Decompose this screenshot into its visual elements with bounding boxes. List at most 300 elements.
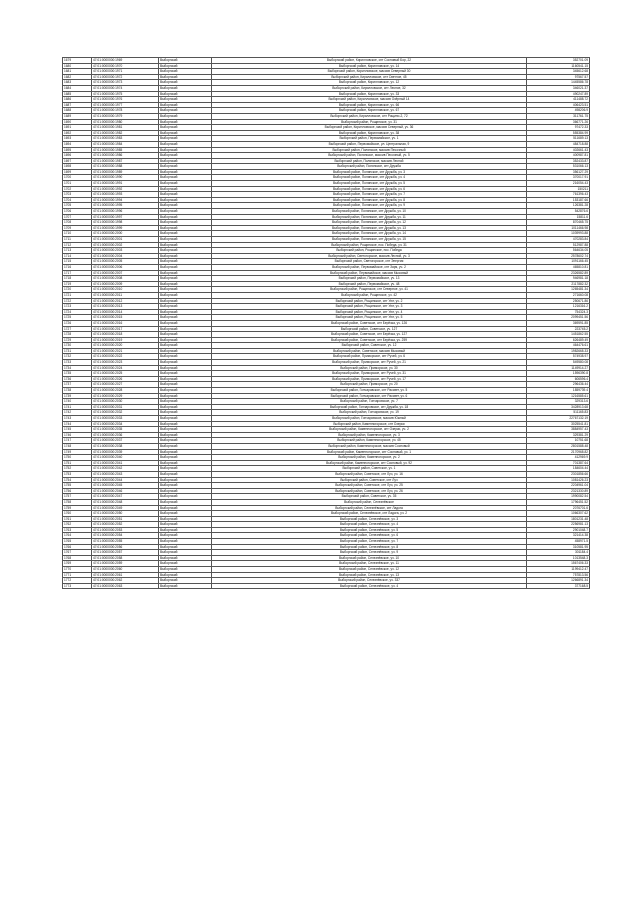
row-number: 1708 <box>63 220 92 226</box>
cadastral-number: 47:01:0000000:2024 <box>92 365 159 371</box>
district-name: Выборгский <box>159 136 212 142</box>
district-name: Выборгский <box>159 471 212 477</box>
row-number: 1725 <box>63 315 92 321</box>
cadastral-value: 352701.09 <box>527 58 590 64</box>
cadastral-value: 311761.75 <box>527 113 590 119</box>
district-name: Выборгский <box>159 544 212 550</box>
district-name: Выборгский <box>159 511 212 517</box>
district-name: Выборгский <box>159 382 212 388</box>
address: Выборгский район, Каменногорское, уч. 45 <box>212 438 527 444</box>
cadastral-number: 47:01:0000000:1975 <box>92 91 159 97</box>
cadastral-value: 574938.97 <box>527 354 590 360</box>
address: Выборгский район, Рощинское, снт Уют, уч. 2 <box>212 298 527 304</box>
cadastral-value: 223745.2 <box>527 326 590 332</box>
cadastral-number: 47:01:0000000:2045 <box>92 483 159 489</box>
address: Выборгский район, Кирилловское, массив Северный 30 <box>212 69 527 75</box>
cadastral-value: 1216316.2 <box>527 304 590 310</box>
cadastral-number: 47:01:0000000:2025 <box>92 371 159 377</box>
cadastral-value: 411488.72 <box>527 97 590 103</box>
row-number: 1760 <box>63 511 92 517</box>
district-name: Выборгский <box>159 141 212 147</box>
district-name: Выборгский <box>159 225 212 231</box>
cadastral-number: 47:01:0000000:2029 <box>92 393 159 399</box>
district-name: Выборгский <box>159 197 212 203</box>
row-number: 1756 <box>63 488 92 494</box>
district-name: Выборгский <box>159 539 212 545</box>
district-name: Выборгский <box>159 460 212 466</box>
district-name: Выборгский <box>159 343 212 349</box>
address: Выборгский район, Приморское, снт Ручей, уч. 17 <box>212 376 527 382</box>
row-number: 1751 <box>63 460 92 466</box>
district-name: Выборгский <box>159 270 212 276</box>
district-name: Выборгский <box>159 555 212 561</box>
cadastral-number: 47:01:0000000:1971 <box>92 69 159 75</box>
district-name: Выборгский <box>159 80 212 86</box>
district-name: Выборгский <box>159 567 212 573</box>
row-number: 1762 <box>63 522 92 528</box>
district-name: Выборгский <box>159 483 212 489</box>
address: Выборгский район, Селезнёвское, уч. 6 <box>212 533 527 539</box>
address: Выборгский район, Советское, уч. 127 <box>212 326 527 332</box>
cadastral-number: 47:01:0000000:1989 <box>92 169 159 175</box>
district-name: Выборгский <box>159 203 212 209</box>
row-number: 1743 <box>63 416 92 422</box>
district-name: Выборгский <box>159 108 212 114</box>
cadastral-value: 1081426.23 <box>527 477 590 483</box>
row-number: 1693 <box>63 136 92 142</box>
district-name: Выборгский <box>159 583 212 589</box>
cadastral-value: 250671.86 <box>527 298 590 304</box>
cadastral-value: 458971.5 <box>527 539 590 545</box>
cadastral-value: 345612.68 <box>527 69 590 75</box>
cadastral-number: 47:01:0000000:2026 <box>92 376 159 382</box>
address: Выборгский район, Кирилловское, снт Рощино-2, 72 <box>212 113 527 119</box>
cadastral-value: 498206.9 <box>527 108 590 114</box>
cadastral-value: 1149914.27 <box>527 365 590 371</box>
row-number: 1687 <box>63 102 92 108</box>
cadastral-value: 484718.88 <box>527 141 590 147</box>
address: Выборгский район, Рощинское, снт Северное, уч. 41 <box>212 287 527 293</box>
cadastral-value: 1216585.61 <box>527 393 590 399</box>
row-number: 1692 <box>63 130 92 136</box>
cadastral-value: 542876.6 <box>527 209 590 215</box>
row-number: 1718 <box>63 276 92 282</box>
cadastral-number: 47:01:0000000:1995 <box>92 203 159 209</box>
cadastral-number: 47:01:0000000:2017 <box>92 326 159 332</box>
row-number: 1721 <box>63 292 92 298</box>
row-number: 1765 <box>63 539 92 545</box>
district-name: Выборгский <box>159 192 212 198</box>
cadastral-value: 761396.43 <box>527 192 590 198</box>
district-name: Выборгский <box>159 209 212 215</box>
cadastral-value: 1160541.15 <box>527 63 590 69</box>
address: Выборгский район, Селезнёвское, уч. 4 <box>212 522 527 528</box>
address: Выборгский район, Каменногорское, уч. 3 <box>212 432 527 438</box>
address: Выборгский район, Приморское, уч. 20 <box>212 382 527 388</box>
row-number: 1724 <box>63 309 92 315</box>
address: Выборгский район, Селезнёвское, уч. 10 <box>212 555 527 561</box>
address: Выборгский район, Каменногорское, уч. 2 <box>212 455 527 461</box>
cadastral-value: 2326582.89 <box>527 270 590 276</box>
address: Выборгский район, Приморское, снт Ручей, уч. 6 <box>212 354 527 360</box>
cadastral-number: 47:01:0000000:2015 <box>92 315 159 321</box>
cadastral-number: 47:01:0000000:1980 <box>92 119 159 125</box>
district-name: Выборгский <box>159 102 212 108</box>
district-name: Выборгский <box>159 477 212 483</box>
address: Выборгский район, Советское, снт Луч, уч. 26 <box>212 488 527 494</box>
district-name: Выборгский <box>159 505 212 511</box>
row-number: 1727 <box>63 326 92 332</box>
row-number: 1697 <box>63 158 92 164</box>
district-name: Выборгский <box>159 214 212 220</box>
cadastral-number: 47:01:0000000:2003 <box>92 248 159 254</box>
address: Выборгский район, Каменногорское, снт Сосновый, уч. 1 <box>212 449 527 455</box>
row-number: 1737 <box>63 382 92 388</box>
cadastral-number: 47:01:0000000:1973 <box>92 80 159 86</box>
district-name: Выборгский <box>159 449 212 455</box>
cadastral-table-body <box>63 58 590 589</box>
address: Выборгский район, Советское, снт Луч, уч. 25 <box>212 483 527 489</box>
cadastral-number: 47:01:0000000:2016 <box>92 320 159 326</box>
address: Выборгский район, Полянское, снт Дружба, уч. 7 <box>212 192 527 198</box>
district-name: Выборгский <box>159 119 212 125</box>
cadastral-value: 296436.44 <box>527 382 590 388</box>
cadastral-number: 47:01:0000000:2014 <box>92 309 159 315</box>
district-name: Выборгский <box>159 237 212 243</box>
district-name: Выборгский <box>159 276 212 282</box>
address: Выборгский район, Первомайское, массив Мысовый <box>212 270 527 276</box>
cadastral-value: 2117882.32 <box>527 281 590 287</box>
cadastral-value: 406423.51 <box>527 102 590 108</box>
address: Выборгский район, Рощинское, снт Уют, уч. 4 <box>212 309 527 315</box>
cadastral-number: 47:01:0000000:2001 <box>92 237 159 243</box>
district-name: Выборгский <box>159 63 212 69</box>
cadastral-number: 47:01:0000000:1972 <box>92 74 159 80</box>
district-name: Выборгский <box>159 410 212 416</box>
cadastral-number: 47:01:0000000:2002 <box>92 242 159 248</box>
cadastral-value: 329381.29 <box>527 432 590 438</box>
row-number: 1736 <box>63 376 92 382</box>
cadastral-number: 47:01:0000000:2048 <box>92 499 159 505</box>
cadastral-value: 1796451.52 <box>527 499 590 505</box>
district-name: Выборгский <box>159 186 212 192</box>
cadastral-value: 1859739.4 <box>527 388 590 394</box>
district-name: Выборгский <box>159 371 212 377</box>
cadastral-value: 216054.43 <box>527 181 590 187</box>
district-name: Выборгский <box>159 578 212 584</box>
address: Выборгский район, Советское, уч. 1 <box>212 466 527 472</box>
row-number: 1735 <box>63 371 92 377</box>
row-number: 1679 <box>63 58 92 64</box>
row-number: 1701 <box>63 181 92 187</box>
cadastral-value: 564634.05 <box>527 248 590 254</box>
row-number: 1733 <box>63 360 92 366</box>
row-number: 1700 <box>63 175 92 181</box>
row-number: 1768 <box>63 555 92 561</box>
district-name: Выборгский <box>159 264 212 270</box>
row-number: 1694 <box>63 141 92 147</box>
cadastral-value: 1265481.34 <box>527 287 590 293</box>
address: Выборгский район, Селезнёвское, снт Ладога, уч. 2 <box>212 511 527 517</box>
cadastral-value: 15811.6 <box>527 214 590 220</box>
cadastral-value: 626489.49 <box>527 337 590 343</box>
cadastral-number: 47:01:0000000:2007 <box>92 270 159 276</box>
cadastral-value: 2099451.56 <box>527 315 590 321</box>
cadastral-value: 301184.4 <box>527 550 590 556</box>
cadastral-number: 47:01:0000000:2043 <box>92 471 159 477</box>
cadastral-value: 1801231.48 <box>527 516 590 522</box>
row-number: 1719 <box>63 281 92 287</box>
row-number: 1761 <box>63 516 92 522</box>
address: Выборгский район, Каменногорское, снт Озерки, уч. 2 <box>212 427 527 433</box>
district-name: Выборгский <box>159 416 212 422</box>
cadastral-number: 47:01:0000000:2034 <box>92 421 159 427</box>
district-name: Выборгский <box>159 169 212 175</box>
row-number: 1690 <box>63 119 92 125</box>
address: Выборгский район, Советское, уч. 35 <box>212 494 527 500</box>
cadastral-number: 47:01:0000000:2027 <box>92 382 159 388</box>
cadastral-number: 47:01:0000000:2060 <box>92 567 159 573</box>
address: Выборгский район, Кирилловское, массив Северный, уч. 36 <box>212 125 527 131</box>
cadastral-value: 150211 <box>527 186 590 192</box>
address: Выборгский район, Кирилловское, уч. 38 <box>212 130 527 136</box>
cadastral-number: 47:01:0000000:1979 <box>92 113 159 119</box>
address: Выборгский район, Каменногорское, массив Сосновый <box>212 443 527 449</box>
address: Выборгский район, Полянское, снт Дружба, уч. 11 <box>212 214 527 220</box>
cadastral-value: 511165.83 <box>527 410 590 416</box>
district-name: Выборгский <box>159 527 212 533</box>
address: Выборгский район, Полянское, массив Песочный <box>212 147 527 153</box>
row-number: 1686 <box>63 97 92 103</box>
cadastral-number: 47:01:0000000:1984 <box>92 141 159 147</box>
row-number: 1752 <box>63 466 92 472</box>
cadastral-number: 47:01:0000000:2005 <box>92 259 159 265</box>
cadastral-number: 47:01:0000000:2062 <box>92 578 159 584</box>
address: Выборгский район, Рощинское, пос. Победа <box>212 248 527 254</box>
address: Выборгский район, Селезнёвское, уч. 8 <box>212 544 527 550</box>
cadastral-value: 464476.61 <box>527 343 590 349</box>
district-name: Выборгский <box>159 164 212 170</box>
address: Выборгский район, Селезнёвское <box>212 499 527 505</box>
address: Выборгский район, Гончаровское, массив Южный <box>212 416 527 422</box>
cadastral-number: 47:01:0000000:1994 <box>92 197 159 203</box>
address: Выборгский район, Советское, снт Берёзка, уч. 127 <box>212 332 527 338</box>
cadastral-number: 47:01:0000000:2036 <box>92 432 159 438</box>
address: Выборгский район, Полянское, снт Дружба, уч. 3 <box>212 169 527 175</box>
row-number: 1714 <box>63 253 92 259</box>
row-number: 1691 <box>63 125 92 131</box>
cadastral-value: 555384.99 <box>527 130 590 136</box>
address: Выборгский район, Селезнёвское, уч. 13 <box>212 572 527 578</box>
address: Выборгский район, Приморское, снт Ручей, уч. 21 <box>212 360 527 366</box>
district-name: Выборгский <box>159 365 212 371</box>
cadastral-number: 47:01:0000000:2023 <box>92 360 159 366</box>
cadastral-number: 47:01:0000000:1998 <box>92 220 159 226</box>
district-name: Выборгский <box>159 393 212 399</box>
district-name: Выборгский <box>159 404 212 410</box>
district-name: Выборгский <box>159 427 212 433</box>
row-number: 1728 <box>63 332 92 338</box>
cadastral-number: 47:01:0000000:2052 <box>92 522 159 528</box>
cadastral-number: 47:01:0000000:2037 <box>92 438 159 444</box>
district-name: Выборгский <box>159 113 212 119</box>
cadastral-value: 310581.95 <box>527 544 590 550</box>
cadastral-number: 47:01:0000000:1990 <box>92 175 159 181</box>
address: Выборгский район, Советское, снт Луч, уч. 16 <box>212 471 527 477</box>
address: Выборгский район, Полянское, снт Дружба, уч. 14 <box>212 231 527 237</box>
cadastral-value: 3025541.81 <box>527 421 590 427</box>
row-number: 1770 <box>63 567 92 573</box>
district-name: Выборгский <box>159 326 212 332</box>
cadastral-value: 549580.08 <box>527 360 590 366</box>
cadastral-number: 47:01:0000000:2055 <box>92 539 159 545</box>
cadastral-value: 1445586.78 <box>527 80 590 86</box>
row-number: 1753 <box>63 471 92 477</box>
cadastral-number: 47:01:0000000:1988 <box>92 164 159 170</box>
cadastral-value: 1596390.8 <box>527 371 590 377</box>
cadastral-number: 47:01:0000000:2053 <box>92 527 159 533</box>
address: Выборгский район, Рощинское, уч. 31 <box>212 119 527 125</box>
address: Выборгский район, Первомайское, уч. 48 <box>212 281 527 287</box>
cadastral-number: 47:01:0000000:2041 <box>92 460 159 466</box>
cadastral-table <box>62 57 590 589</box>
row-number: 1704 <box>63 197 92 203</box>
address: Выборгский район, Кирилловское, уч. 66 <box>212 102 527 108</box>
cadastral-number: 47:01:0000000:2040 <box>92 455 159 461</box>
cadastral-number: 47:01:0000000:2039 <box>92 449 159 455</box>
address: Выборгский район, Советское, массив Мысовый <box>212 348 527 354</box>
cadastral-value: 1567406.33 <box>527 561 590 567</box>
address: Выборгский район, Селезнёвское, уч. 12 <box>212 567 527 573</box>
district-name: Выборгский <box>159 85 212 91</box>
district-name: Выборгский <box>159 130 212 136</box>
address: Выборгский район, Полянское, снт Дружба, уч. 5 <box>212 181 527 187</box>
address: Выборгский район, Полянское, снт Дружба, уч. 8 <box>212 197 527 203</box>
address: Выборгский район, Кирилловское, снт Сосновый Бор, 22 <box>212 58 527 64</box>
district-name: Выборгский <box>159 91 212 97</box>
address: Выборгский район, Каменногорское, снт Озерки <box>212 421 527 427</box>
cadastral-number: 47:01:0000000:2056 <box>92 544 159 550</box>
cadastral-number: 47:01:0000000:1991 <box>92 181 159 187</box>
row-number: 1722 <box>63 298 92 304</box>
district-name: Выборгский <box>159 572 212 578</box>
cadastral-value: 369591.85 <box>527 320 590 326</box>
cadastral-value: 352433.87 <box>527 158 590 164</box>
cadastral-value: 2578602.74 <box>527 253 590 259</box>
address: Выборгский район, Кирилловское, уч. 67 <box>212 108 527 114</box>
district-name: Выборгский <box>159 242 212 248</box>
address: Выборгский район, Гончаровское, снт Дружба, уч. 18 <box>212 404 527 410</box>
row-number: 1767 <box>63 550 92 556</box>
address: Выборгский район, Селезнёвское, уч. 4 <box>212 583 527 589</box>
address: Выборгский район, Кирилловское, уч. 33 <box>212 91 527 97</box>
row-number: 1747 <box>63 438 92 444</box>
district-name: Выборгский <box>159 494 212 500</box>
address: Выборгский район, Советское, снт Берёзка, уч. 126 <box>212 320 527 326</box>
address: Выборгский район, Рощинское, уч. 42 <box>212 292 527 298</box>
row-number: 1773 <box>63 583 92 589</box>
address: Выборгский район, Полянское, снт Дружба, уч. 15 <box>212 237 527 243</box>
district-name: Выборгский <box>159 432 212 438</box>
row-number: 1699 <box>63 169 92 175</box>
address: Выборгский район, Рощинское, пос. Победа, уч. 31 <box>212 242 527 248</box>
district-name: Выборгский <box>159 158 212 164</box>
address: Выборгский район, Кирилловское, снт Светлое, 45 <box>212 74 527 80</box>
district-name: Выборгский <box>159 348 212 354</box>
address: Выборгский район, Кирилловское, массив Озёрный 14 <box>212 97 527 103</box>
row-number: 1711 <box>63 237 92 243</box>
district-name: Выборгский <box>159 332 212 338</box>
cadastral-value: 10751.68 <box>527 438 590 444</box>
cadastral-number: 47:01:0000000:2022 <box>92 354 159 360</box>
address: Выборгский район, Кирилловское, снт Лесное, 32 <box>212 85 527 91</box>
row-number: 1771 <box>63 572 92 578</box>
cadastral-value: 321414.38 <box>527 533 590 539</box>
cadastral-number: 47:01:0000000:2058 <box>92 555 159 561</box>
row-number: 1730 <box>63 343 92 349</box>
district-name: Выборгский <box>159 488 212 494</box>
district-name: Выборгский <box>159 74 212 80</box>
cadastral-value: 97567.57 <box>527 74 590 80</box>
row-number: 1684 <box>63 85 92 91</box>
address: Выборгский район, Советское, уч. 12 <box>212 343 527 349</box>
cadastral-table-page <box>62 57 588 589</box>
address: Выборгский район, Советское, снт Берёзка, уч. 259 <box>212 337 527 343</box>
address: Выборгский район, Первомайское, уч. 13 <box>212 276 527 282</box>
row-number: 1709 <box>63 225 92 231</box>
cadastral-value: 2170968.82 <box>527 449 590 455</box>
district-name: Выборгский <box>159 466 212 472</box>
row-number: 1726 <box>63 320 92 326</box>
district-name: Выборгский <box>159 438 212 444</box>
cadastral-number: 47:01:0000000:2030 <box>92 399 159 405</box>
cadastral-value: 490247.89 <box>527 91 590 97</box>
cadastral-number: 47:01:0000000:2051 <box>92 516 159 522</box>
cadastral-value: 400987.81 <box>527 153 590 159</box>
address: Выборгский район, Селезнёвское, уч. 3 <box>212 516 527 522</box>
cadastral-value: 153187.66 <box>527 197 590 203</box>
district-name: Выборгский <box>159 337 212 343</box>
cadastral-value: 2256981.13 <box>527 522 590 528</box>
cadastral-number: 47:01:0000000:2046 <box>92 488 159 494</box>
address: Выборгский район, Селезнёвское, снт Ладога <box>212 505 527 511</box>
cadastral-number: 47:01:0000000:2000 <box>92 231 159 237</box>
row-number: 1745 <box>63 427 92 433</box>
cadastral-value: 870465.75 <box>527 220 590 226</box>
cadastral-number: 47:01:0000000:2008 <box>92 276 159 282</box>
district-name: Выборгский <box>159 97 212 103</box>
cadastral-value: 97472.33 <box>527 125 590 131</box>
district-name: Выборгский <box>159 259 212 265</box>
address: Выборгский район, Полянское, снт Дружба <box>212 164 527 170</box>
row-number: 1683 <box>63 80 92 86</box>
cadastral-value: 754324.3 <box>527 309 590 315</box>
cadastral-value: 1266891.34 <box>527 578 590 584</box>
address: Выборгский район, Первомайское, уч. 1 <box>212 136 527 142</box>
row-number: 1750 <box>63 455 92 461</box>
district-name: Выборгский <box>159 231 212 237</box>
district-name: Выборгский <box>159 125 212 131</box>
cadastral-number: 47:01:0000000:2012 <box>92 298 159 304</box>
cadastral-value: 1013548.3 <box>527 555 590 561</box>
cadastral-number: 47:01:0000000:1978 <box>92 108 159 114</box>
cadastral-value: 412969.9 <box>527 455 590 461</box>
cadastral-number: 47:01:0000000:1969 <box>92 58 159 64</box>
cadastral-number: 47:01:0000000:1977 <box>92 102 159 108</box>
cadastral-value: 370017.91 <box>527 175 590 181</box>
row-number: 1749 <box>63 449 92 455</box>
cadastral-number: 47:01:0000000:2009 <box>92 281 159 287</box>
